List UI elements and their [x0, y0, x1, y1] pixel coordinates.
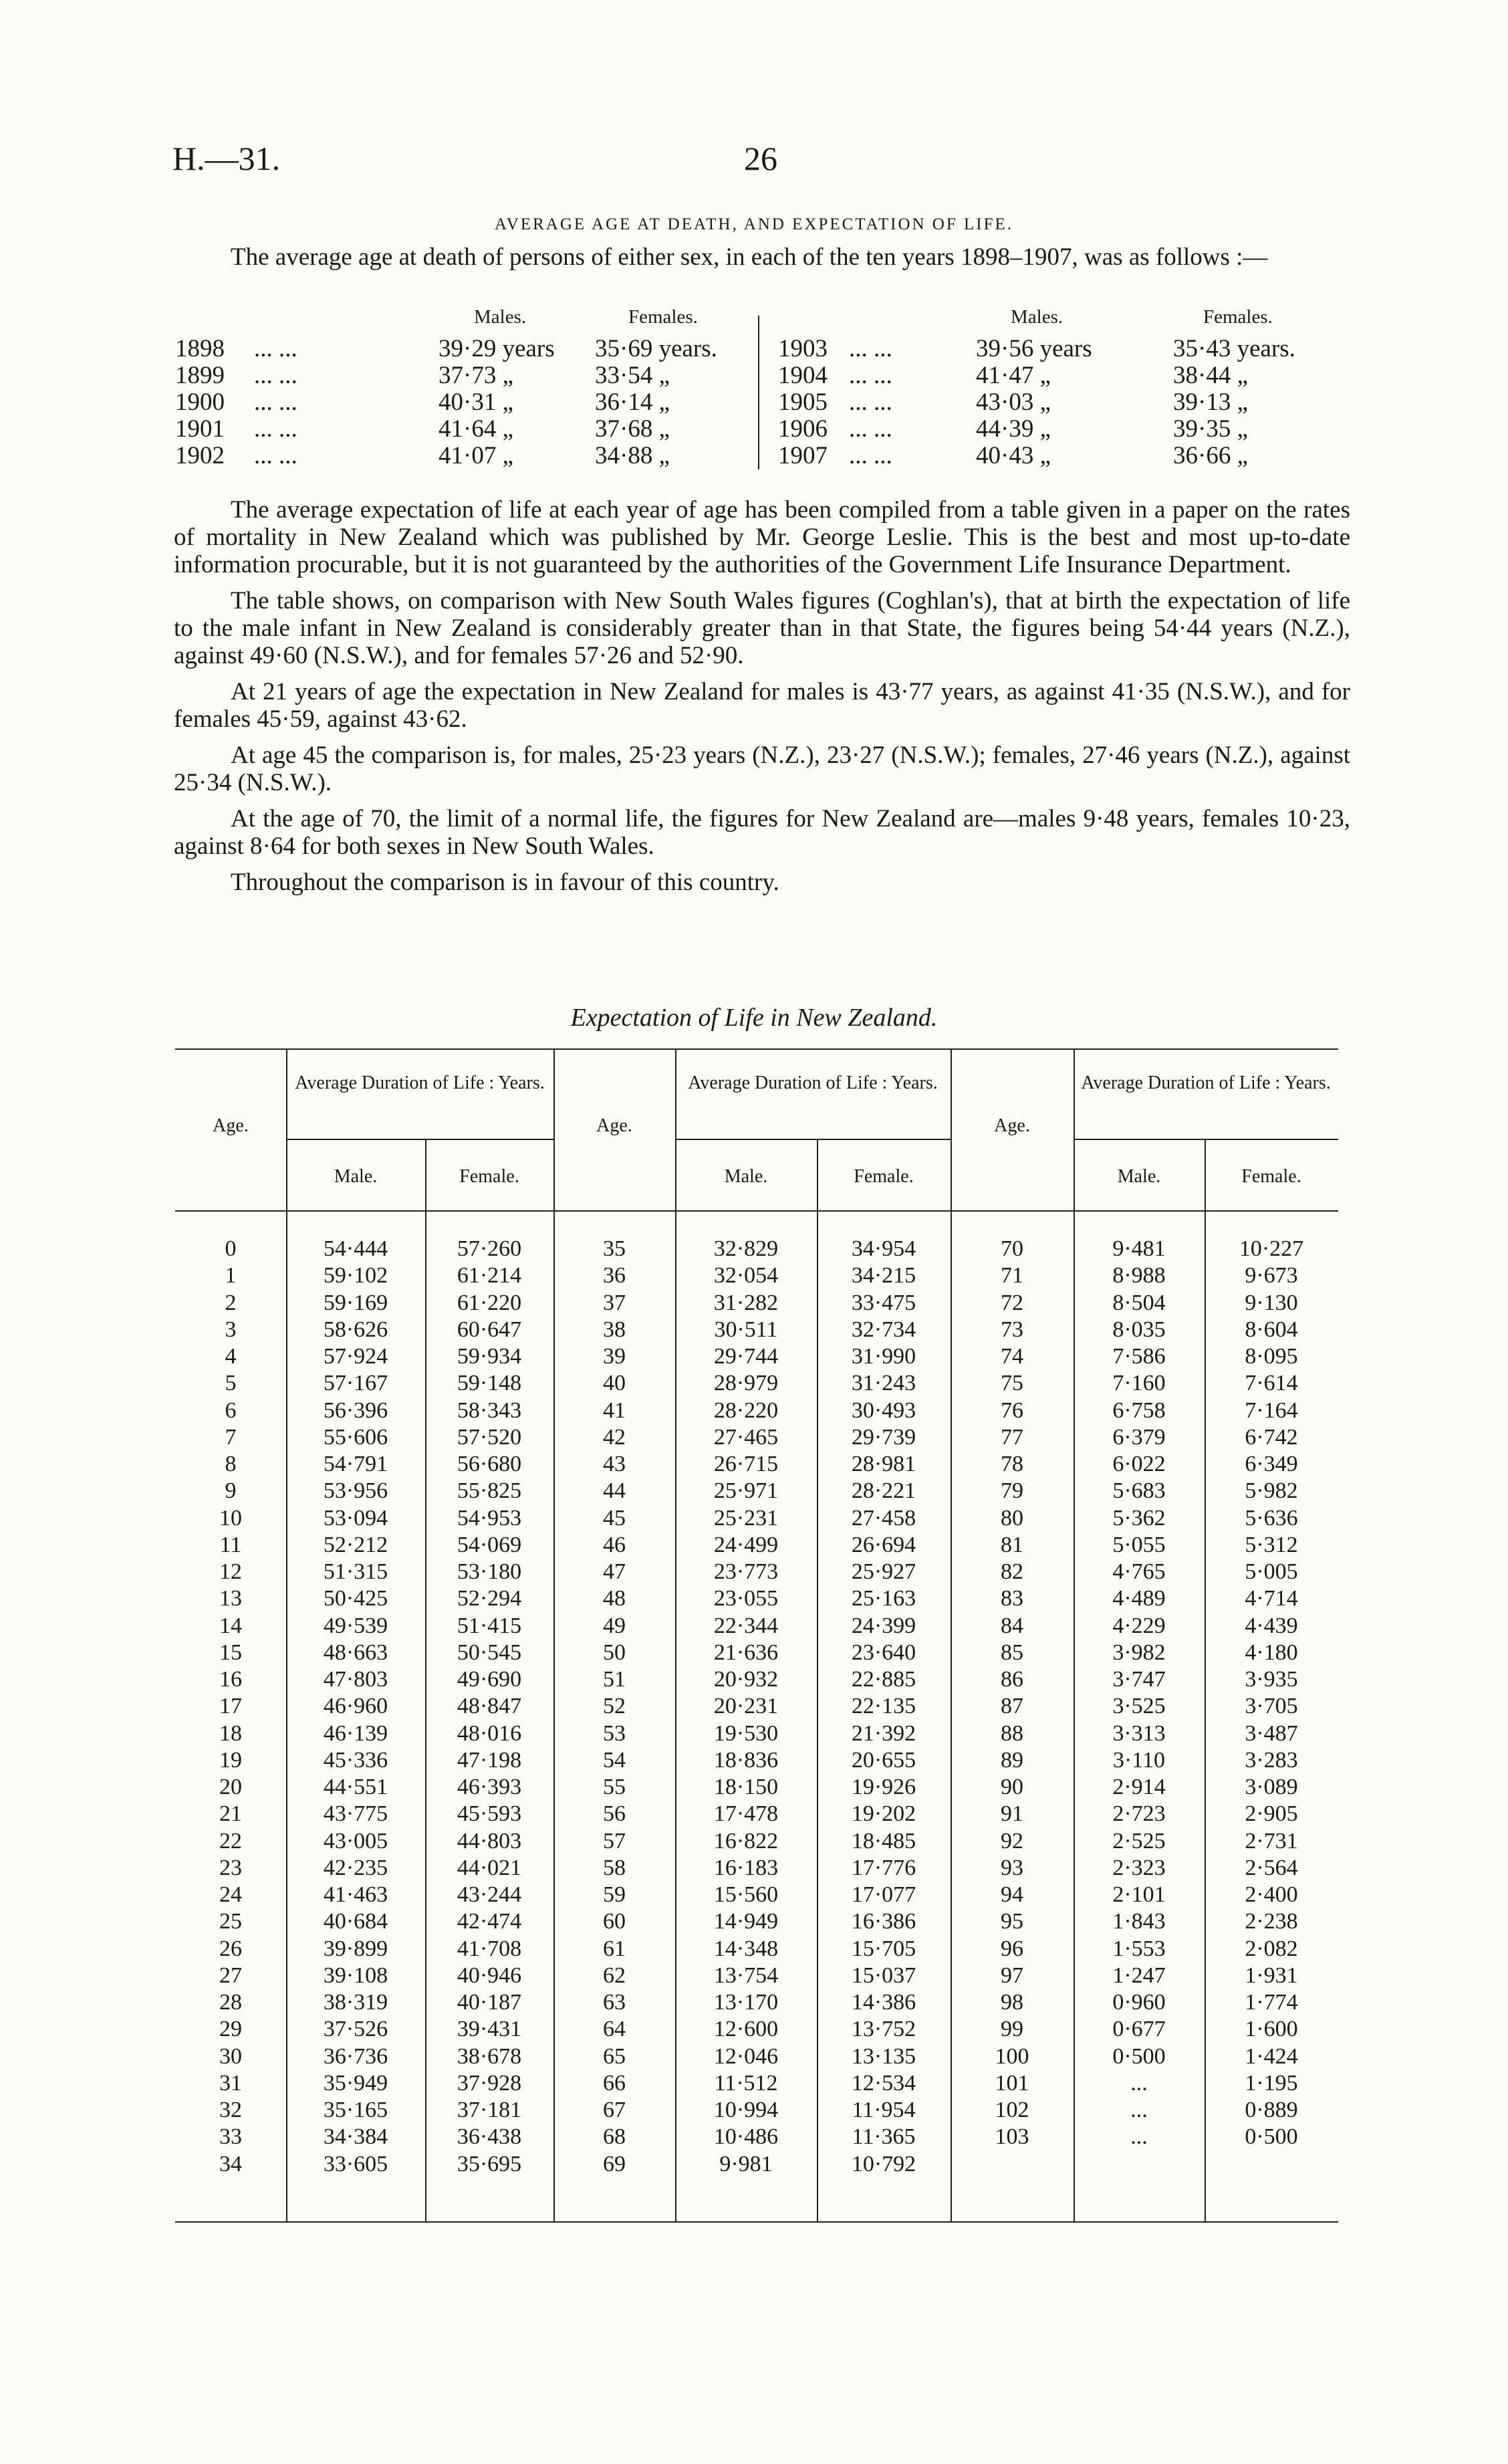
left-year-cell: 1902	[175, 442, 225, 469]
table-top-rule	[175, 1048, 1338, 1050]
left-year-cell: 1901	[175, 415, 225, 443]
page-number: 26	[744, 140, 777, 177]
document-reference: H.—31.	[172, 140, 281, 177]
left-males-header: Males.	[474, 306, 527, 328]
right-males-cell: 40·43 „	[976, 442, 1051, 469]
female-header: Female.	[459, 1166, 519, 1187]
female-column: 10·227 9·673 9·130 8·604 8·095 7·614 7·164 6·742 6·349 5·982 5·636 5·312 5·005 4·714 4·439 4·180 3·935 3·705 3·487 3·283 3·089 2·905 2·731 2·564 2·400 2·238 2·082 1·931 1·774 1·600 1·424 1·195 0·889 0·500	[1239, 1236, 1304, 2150]
right-males-cell: 44·39 „	[976, 415, 1051, 443]
group-rule	[286, 1139, 553, 1140]
right-year-cell: 1906	[778, 415, 828, 443]
female-column: 57·260 61·214 61·220 60·647 59·934 59·148 58·343 57·520 56·680 55·825 54·953 54·069 53·180 52·294 51·415 50·545 49·690 48·847 48·016 47·198 46·393 45·593 44·803 44·021 43·244 42·474 41·708 40·946 40·187 39·431 38·678 37·928 37·181 36·438 35·695	[457, 1236, 522, 2176]
male-column: 9·481 8·988 8·504 8·035 7·586 7·160 6·758 6·379 6·022 5·683 5·362 5·055 4·765 4·489 4·229 3·982 3·747 3·525 3·313 3·110 2·914 2·723 2·525 2·323 2·101 1·843 1·553 1·247 0·960 0·677 0·500 ... ... ...	[1112, 1236, 1166, 2150]
age-column: 35 36 37 38 39 40 41 42 43 44 45 46 47 48 49 50 51 52 53 54 55 56 57 58 59 60 61 62 63 64 65 66 67 68 69	[603, 1236, 626, 2176]
right-females-cell: 39·13 „	[1173, 388, 1248, 416]
paragraph: The average expectation of life at each year of age has been compiled from a table given in a paper on the rates of mortality in New Zealand which was published by Mr. George Leslie. This is the best and most up-to-date information procurable, but it is not guaranteed by the authorities of the Government Life Insurance Department.	[174, 496, 1350, 578]
left-year-cell: 1898	[175, 335, 225, 362]
right-males-header: Males.	[1011, 306, 1063, 328]
age-header: Age.	[994, 1115, 1030, 1136]
right-leader-cell: ... ...	[849, 388, 892, 416]
age-header: Age.	[596, 1115, 632, 1136]
average-age-header	[174, 306, 1350, 336]
female-column: 34·954 34·215 33·475 32·734 31·990 31·243 30·493 29·739 28·981 28·221 27·458 26·694 25·927 25·163 24·399 23·640 22·885 22·135 21·392 20·655 19·926 19·202 18·485 17·776 17·077 16·386 15·705 15·037 14·386 13·752 13·135 12·534 11·954 11·365 10·792	[851, 1236, 916, 2176]
right-males-cell: 41·47 „	[976, 362, 1051, 389]
right-males-cell: 39·56 years	[976, 335, 1092, 362]
right-leader-cell: ... ...	[849, 335, 892, 362]
group-rule	[1074, 1139, 1338, 1140]
left-leader-cell: ... ...	[254, 442, 297, 469]
age-column: 0 1 2 3 4 5 6 7 8 9 10 11 12 13 14 15 16 17 18 19 20 21 22 23 24 25 26 27 28 29 30 31 32 33 34	[219, 1236, 242, 2176]
left-year-cell: 1900	[175, 388, 225, 416]
right-females-cell: 39·35 „	[1173, 415, 1248, 443]
left-males-cell: 41·07 „	[438, 442, 513, 469]
average-age-row	[174, 441, 1350, 471]
paragraph: At the age of 70, the limit of a normal life, the figures for New Zealand are—males 9·48 years, females 10·23, against 8·64 for both sexes in New South Wales.	[174, 805, 1350, 860]
average-age-row	[174, 334, 1350, 364]
left-females-cell: 37·68 „	[595, 415, 670, 443]
right-year-cell: 1907	[778, 442, 828, 469]
right-females-header: Females.	[1203, 306, 1273, 328]
left-males-cell: 37·73 „	[438, 362, 513, 389]
right-leader-cell: ... ...	[849, 415, 892, 443]
average-age-row	[174, 388, 1350, 417]
left-leader-cell: ... ...	[254, 335, 297, 362]
duration-header: Average Duration of Life : Years.	[1081, 1073, 1331, 1093]
right-leader-cell: ... ...	[849, 362, 892, 389]
left-males-cell: 40·31 „	[438, 388, 513, 416]
table-title: Expectation of Life in New Zealand.	[570, 1004, 938, 1032]
age-header: Age.	[213, 1115, 249, 1136]
group-rule	[675, 1139, 951, 1140]
average-age-row	[174, 415, 1350, 444]
paragraph: At 21 years of age the expectation in New Zealand for males is 43·77 years, as against 41·35 (N.S.W.), and for females 45·59, against 43·62.	[174, 678, 1350, 733]
female-header: Female.	[854, 1166, 914, 1187]
paragraph: The table shows, on comparison with New South Wales figures (Coghlan's), that at birth the expectation of life to the male infant in New Zealand is considerably greater than in that State, the figures being 54·44 years (N.Z.), against 49·60 (N.S.W.), and for females 57·26 and 52·90.	[174, 587, 1350, 669]
duration-header: Average Duration of Life : Years.	[295, 1073, 545, 1093]
commentary	[174, 496, 1350, 905]
paragraph: Throughout the comparison is in favour of this country.	[231, 869, 779, 896]
right-females-cell: 36·66 „	[1173, 442, 1248, 469]
left-females-cell: 35·69 years.	[595, 335, 717, 362]
header-bottom-rule	[175, 1210, 1338, 1212]
intro-paragraph: The average age at death of persons of either sex, in each of the ten years 1898–1907, was as follows :—	[231, 243, 1268, 271]
left-females-cell: 36·14 „	[595, 388, 670, 416]
female-header: Female.	[1241, 1166, 1301, 1187]
left-females-header: Females.	[628, 306, 698, 328]
right-leader-cell: ... ...	[849, 442, 892, 469]
right-females-cell: 35·43 years.	[1173, 335, 1295, 362]
right-females-cell: 38·44 „	[1173, 362, 1248, 389]
section-title: AVERAGE AGE AT DEATH, AND EXPECTATION OF LIFE.	[494, 215, 1014, 233]
left-males-cell: 39·29 years	[438, 335, 555, 362]
left-females-cell: 34·88 „	[595, 442, 670, 469]
left-leader-cell: ... ...	[254, 388, 297, 416]
right-males-cell: 43·03 „	[976, 388, 1051, 416]
left-leader-cell: ... ...	[254, 415, 297, 443]
expectation-table	[175, 1048, 1338, 2231]
left-year-cell: 1899	[175, 362, 225, 389]
average-age-row	[174, 361, 1350, 390]
paragraph: At age 45 the comparison is, for males, 25·23 years (N.Z.), 23·27 (N.S.W.); females, 27·46 years (N.Z.), against 25·34 (N.S.W.).	[174, 742, 1350, 796]
male-header: Male.	[334, 1166, 378, 1187]
right-year-cell: 1904	[778, 362, 828, 389]
left-females-cell: 33·54 „	[595, 362, 670, 389]
table-bottom-rule	[175, 2221, 1338, 2223]
left-leader-cell: ... ...	[254, 362, 297, 389]
male-header: Male.	[1117, 1166, 1161, 1187]
duration-header: Average Duration of Life : Years.	[688, 1073, 938, 1093]
average-age-table	[174, 306, 1350, 467]
left-males-cell: 41·64 „	[438, 415, 513, 443]
right-year-cell: 1903	[778, 335, 828, 362]
age-column: 70 71 72 73 74 75 76 77 78 79 80 81 82 83 84 85 86 87 88 89 90 91 92 93 94 95 96 97 98 99 100 101 102 103	[995, 1236, 1029, 2150]
male-header: Male.	[724, 1166, 768, 1187]
right-year-cell: 1905	[778, 388, 828, 416]
male-column: 32·829 32·054 31·282 30·511 29·744 28·979 28·220 27·465 26·715 25·971 25·231 24·499 23·773 23·055 22·344 21·636 20·932 20·231 19·530 18·836 18·150 17·478 16·822 16·183 15·560 14·949 14·348 13·754 13·170 12·600 12·046 11·512 10·994 10·486 9·981	[713, 1236, 779, 2176]
male-column: 54·444 59·102 59·169 58·626 57·924 57·167 56·396 55·606 54·791 53·956 53·094 52·212 51·315 50·425 49·539 48·663 47·803 46·960 46·139 45·336 44·551 43·775 43·005 42·235 41·463 40·684 39·899 39·108 38·319 37·526 36·736 35·949 35·165 34·384 33·605	[323, 1236, 388, 2176]
